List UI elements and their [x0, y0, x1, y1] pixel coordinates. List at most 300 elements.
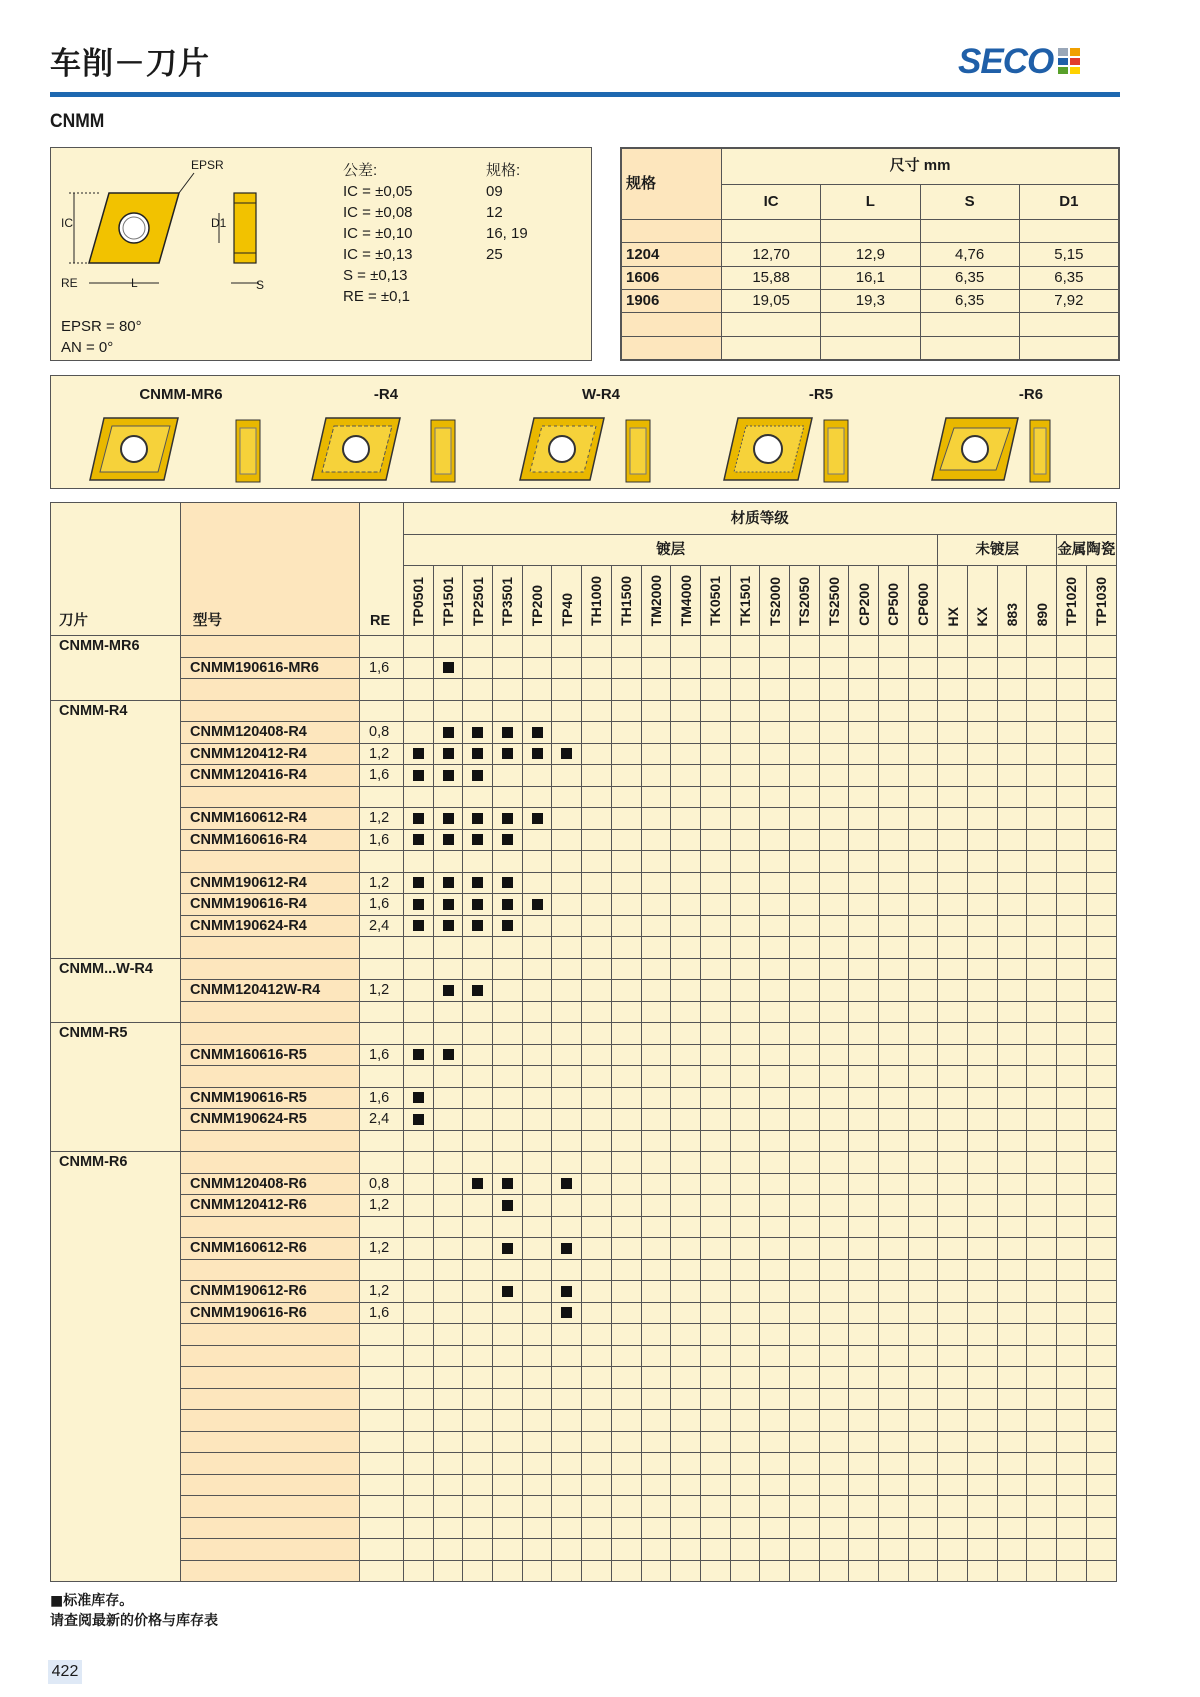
- grade-availability-cell: [968, 1216, 998, 1238]
- grade-availability-cell: [641, 958, 671, 980]
- grade-availability-cell: [582, 1431, 612, 1453]
- grade-availability-cell: [493, 872, 523, 894]
- grade-availability-cell: [730, 980, 760, 1002]
- grade-availability-cell: [819, 1431, 849, 1453]
- grade-availability-cell: [760, 1367, 790, 1389]
- grade-availability-cell: [404, 915, 434, 937]
- grade-availability-cell: [760, 1302, 790, 1324]
- table-row: [51, 1453, 1117, 1475]
- grade-availability-cell: [1027, 958, 1057, 980]
- grade-availability-cell: [819, 915, 849, 937]
- grade-availability-cell: [1027, 1238, 1057, 1260]
- grade-availability-cell: [522, 679, 552, 701]
- grade-availability-cell: [730, 679, 760, 701]
- grade-availability-cell: [849, 1173, 879, 1195]
- size-cell: 1906: [622, 290, 722, 313]
- grade-availability-cell: [1086, 829, 1116, 851]
- model-cell: [181, 1066, 360, 1088]
- grade-header: [522, 566, 552, 636]
- grade-availability-cell: [879, 657, 909, 679]
- grade-availability-cell: [760, 722, 790, 744]
- grade-availability-cell: [1057, 1001, 1087, 1023]
- grade-availability-cell: [404, 872, 434, 894]
- grade-availability-cell: [908, 1044, 938, 1066]
- re-cell: [360, 1410, 404, 1432]
- grade-availability-cell: [997, 829, 1027, 851]
- grade-availability-cell: [433, 700, 463, 722]
- grade-availability-cell: [879, 1216, 909, 1238]
- grade-availability-cell: [908, 1173, 938, 1195]
- grade-availability-cell: [404, 1023, 434, 1045]
- grade-availability-cell: [730, 1410, 760, 1432]
- grade-availability-cell: [700, 1517, 730, 1539]
- grade-availability-cell: [1027, 1216, 1057, 1238]
- grade-availability-cell: [671, 1259, 701, 1281]
- model-cell: CNMM160612-R6: [181, 1238, 360, 1260]
- grade-availability-cell: [552, 1517, 582, 1539]
- re-cell: [360, 679, 404, 701]
- grade-availability-cell: [641, 1539, 671, 1561]
- page-number: 422: [48, 1660, 82, 1684]
- variant-label-r4: -R4: [373, 386, 399, 403]
- tolerance-line: IC = ±0,13: [343, 246, 413, 263]
- grade-availability-cell: [819, 1044, 849, 1066]
- grade-availability-cell: [938, 657, 968, 679]
- model-cell: CNMM190616-MR6: [181, 657, 360, 679]
- grade-availability-cell: [849, 743, 879, 765]
- grade-availability-cell: [997, 1238, 1027, 1260]
- re-cell: 1,6: [360, 1087, 404, 1109]
- grade-availability-cell: [908, 829, 938, 851]
- grade-availability-cell: [1086, 1066, 1116, 1088]
- grade-availability-cell: [1086, 1087, 1116, 1109]
- grade-availability-cell: [671, 1431, 701, 1453]
- grade-availability-cell: [879, 1238, 909, 1260]
- model-cell: [181, 1453, 360, 1475]
- grade-availability-cell: [463, 958, 493, 980]
- grade-availability-cell: [433, 722, 463, 744]
- grade-availability-cell: [1086, 1001, 1116, 1023]
- grade-availability-cell: [997, 1130, 1027, 1152]
- model-cell: [181, 1130, 360, 1152]
- grade-availability-cell: [641, 1367, 671, 1389]
- grade-availability-cell: [730, 1259, 760, 1281]
- re-cell: [360, 1453, 404, 1475]
- grade-availability-cell: [938, 1496, 968, 1518]
- grade-availability-cell: [493, 1238, 523, 1260]
- grade-availability-cell: [997, 1281, 1027, 1303]
- grade-availability-cell: [789, 786, 819, 808]
- grade-availability-cell: [908, 1238, 938, 1260]
- grade-availability-cell: [997, 636, 1027, 658]
- grade-availability-cell: [700, 851, 730, 873]
- grade-header: [671, 566, 701, 636]
- grade-availability-cell: [908, 1410, 938, 1432]
- grade-availability-cell: [968, 1496, 998, 1518]
- grade-availability-cell: [700, 1109, 730, 1131]
- grade-availability-cell: [1027, 657, 1057, 679]
- re-cell: 1,2: [360, 1281, 404, 1303]
- table-row: [51, 636, 1117, 658]
- grade-availability-cell: [760, 1087, 790, 1109]
- grade-availability-cell: [611, 1474, 641, 1496]
- variant-label-r5: -R5: [808, 386, 834, 403]
- grade-availability-cell: [730, 1173, 760, 1195]
- stock-marker-icon: [502, 1243, 513, 1254]
- grade-availability-cell: [611, 743, 641, 765]
- grade-availability-cell: [938, 1109, 968, 1131]
- grade-availability-cell: [997, 1302, 1027, 1324]
- grade-availability-cell: [1086, 958, 1116, 980]
- grade-availability-cell: [968, 1517, 998, 1539]
- grade-availability-cell: [433, 1367, 463, 1389]
- grade-availability-cell: [997, 1195, 1027, 1217]
- table-row: [51, 1367, 1117, 1389]
- grade-availability-cell: [760, 1130, 790, 1152]
- grade-availability-cell: [908, 636, 938, 658]
- grade-availability-cell: [938, 786, 968, 808]
- grade-availability-cell: [433, 1044, 463, 1066]
- grade-availability-cell: [849, 1517, 879, 1539]
- grade-availability-cell: [1027, 1474, 1057, 1496]
- grade-availability-cell: [1027, 1109, 1057, 1131]
- grade-availability-cell: [730, 1109, 760, 1131]
- stock-marker-icon: [502, 813, 513, 824]
- grade-availability-cell: [997, 657, 1027, 679]
- grade-availability-cell: [671, 980, 701, 1002]
- grade-availability-cell: [997, 765, 1027, 787]
- grade-availability-cell: [968, 1281, 998, 1303]
- grade-availability-cell: [997, 700, 1027, 722]
- grade-availability-cell: [819, 1109, 849, 1131]
- grade-availability-cell: [789, 1388, 819, 1410]
- grade-header-label: TP1501: [440, 576, 457, 626]
- grade-availability-cell: [997, 1345, 1027, 1367]
- grade-header: [938, 566, 968, 636]
- grade-availability-cell: [819, 1195, 849, 1217]
- grade-availability-cell: [879, 1496, 909, 1518]
- grade-availability-cell: [730, 872, 760, 894]
- grade-availability-cell: [730, 786, 760, 808]
- grade-availability-cell: [552, 1066, 582, 1088]
- grade-availability-cell: [730, 1388, 760, 1410]
- grade-availability-cell: [1027, 700, 1057, 722]
- grade-header: [1086, 566, 1116, 636]
- grade-availability-cell: [582, 829, 612, 851]
- model-cell: CNMM190624-R5: [181, 1109, 360, 1131]
- tolerance-line: IC = ±0,10: [343, 225, 413, 242]
- grade-availability-cell: [1027, 1001, 1057, 1023]
- grade-availability-cell: [463, 1238, 493, 1260]
- grade-availability-cell: [493, 765, 523, 787]
- grade-availability-cell: [404, 679, 434, 701]
- grade-availability-cell: [641, 1130, 671, 1152]
- grade-availability-cell: [463, 1195, 493, 1217]
- grade-availability-cell: [671, 1496, 701, 1518]
- grade-availability-cell: [1057, 1539, 1087, 1561]
- grade-availability-cell: [908, 722, 938, 744]
- grade-availability-cell: [1057, 1023, 1087, 1045]
- dimensions-panel: [620, 147, 1120, 361]
- grade-availability-cell: [997, 808, 1027, 830]
- grade-availability-cell: [671, 1001, 701, 1023]
- grade-availability-cell: [849, 1345, 879, 1367]
- grade-availability-cell: [433, 1130, 463, 1152]
- grade-availability-cell: [938, 1001, 968, 1023]
- tolerance-line: 公差:: [343, 162, 378, 179]
- grade-availability-cell: [671, 872, 701, 894]
- grade-availability-cell: [789, 1173, 819, 1195]
- grade-availability-cell: [849, 872, 879, 894]
- grade-availability-cell: [611, 1410, 641, 1432]
- grade-availability-cell: [938, 1195, 968, 1217]
- grade-availability-cell: [1057, 1517, 1087, 1539]
- grade-availability-cell: [849, 1152, 879, 1174]
- grade-availability-cell: [819, 1238, 849, 1260]
- grade-availability-cell: [582, 657, 612, 679]
- grade-availability-cell: [789, 1517, 819, 1539]
- grade-availability-cell: [819, 1281, 849, 1303]
- grade-availability-cell: [730, 765, 760, 787]
- grade-availability-cell: [789, 1001, 819, 1023]
- grade-availability-cell: [641, 980, 671, 1002]
- grade-availability-cell: [1086, 1173, 1116, 1195]
- grade-availability-cell: [404, 1066, 434, 1088]
- grade-availability-cell: [671, 1087, 701, 1109]
- insert-w-r4-image: [520, 418, 650, 482]
- l-label: L: [131, 276, 138, 290]
- grade-availability-cell: [1027, 1367, 1057, 1389]
- re-cell: 1,6: [360, 765, 404, 787]
- grade-availability-cell: [522, 722, 552, 744]
- grade-availability-cell: [493, 937, 523, 959]
- grade-availability-cell: [789, 1281, 819, 1303]
- grade-availability-cell: [997, 679, 1027, 701]
- header-rule: [50, 92, 1120, 97]
- grade-availability-cell: [879, 958, 909, 980]
- grade-availability-cell: [463, 1130, 493, 1152]
- grade-availability-cell: [404, 1474, 434, 1496]
- grade-availability-cell: [849, 1560, 879, 1582]
- grade-header-label: CP500: [885, 583, 902, 626]
- grade-availability-cell: [552, 1410, 582, 1432]
- grade-availability-cell: [463, 851, 493, 873]
- grade-availability-cell: [1027, 894, 1057, 916]
- grade-availability-cell: [522, 829, 552, 851]
- grade-availability-cell: [1057, 808, 1087, 830]
- grade-availability-cell: [433, 1539, 463, 1561]
- grade-availability-cell: [789, 1152, 819, 1174]
- insert-group-cell: CNMM...W-R4: [51, 958, 181, 1023]
- grade-availability-cell: [522, 1496, 552, 1518]
- grade-availability-cell: [968, 1345, 998, 1367]
- grade-availability-cell: [552, 1130, 582, 1152]
- grade-availability-cell: [760, 1001, 790, 1023]
- stock-marker-icon: [532, 727, 543, 738]
- grade-availability-cell: [582, 1195, 612, 1217]
- model-cell: CNMM120408-R6: [181, 1173, 360, 1195]
- grade-availability-cell: [1086, 1259, 1116, 1281]
- grade-availability-cell: [1027, 722, 1057, 744]
- model-cell: [181, 937, 360, 959]
- grade-availability-cell: [789, 980, 819, 1002]
- grade-availability-cell: [1086, 1023, 1116, 1045]
- l-cell: 19,3: [821, 290, 920, 313]
- stock-marker-icon: [443, 920, 454, 931]
- grade-availability-cell: [938, 722, 968, 744]
- grade-availability-cell: [671, 722, 701, 744]
- grade-availability-cell: [1057, 679, 1087, 701]
- grade-availability-cell: [997, 1474, 1027, 1496]
- variant-label-r6: -R6: [1018, 386, 1044, 403]
- insert-mr6-image: [90, 418, 260, 482]
- stock-marker-icon: [443, 770, 454, 781]
- grade-availability-cell: [463, 1474, 493, 1496]
- grade-availability-cell: [493, 1044, 523, 1066]
- grade-availability-cell: [522, 1087, 552, 1109]
- grade-availability-cell: [1057, 915, 1087, 937]
- grade-availability-cell: [819, 958, 849, 980]
- grade-availability-cell: [760, 958, 790, 980]
- grade-availability-cell: [997, 1388, 1027, 1410]
- grade-availability-cell: [671, 1173, 701, 1195]
- grade-availability-cell: [908, 1066, 938, 1088]
- grade-availability-cell: [493, 1539, 523, 1561]
- grade-availability-cell: [611, 937, 641, 959]
- grade-availability-cell: [552, 1324, 582, 1346]
- grade-availability-cell: [879, 829, 909, 851]
- grade-availability-cell: [404, 786, 434, 808]
- grade-availability-cell: [582, 1023, 612, 1045]
- grade-availability-cell: [1027, 1173, 1057, 1195]
- grade-availability-cell: [700, 722, 730, 744]
- grade-availability-cell: [493, 1087, 523, 1109]
- grade-availability-cell: [819, 636, 849, 658]
- grade-availability-cell: [849, 1109, 879, 1131]
- grade-availability-cell: [997, 1453, 1027, 1475]
- grade-availability-cell: [552, 1259, 582, 1281]
- re-cell: 1,6: [360, 829, 404, 851]
- grades-table: [50, 502, 1117, 1582]
- grade-availability-cell: [404, 657, 434, 679]
- grade-availability-cell: [879, 894, 909, 916]
- grade-availability-cell: [879, 1130, 909, 1152]
- grade-availability-cell: [849, 894, 879, 916]
- grade-availability-cell: [1086, 1195, 1116, 1217]
- stock-marker-icon: [413, 1049, 424, 1060]
- grade-availability-cell: [908, 1109, 938, 1131]
- grade-availability-cell: [938, 1324, 968, 1346]
- grade-availability-cell: [522, 958, 552, 980]
- stock-marker-icon: [472, 770, 483, 781]
- grade-availability-cell: [1027, 636, 1057, 658]
- stock-marker-icon: [472, 1178, 483, 1189]
- grade-availability-cell: [997, 958, 1027, 980]
- grade-availability-cell: [522, 636, 552, 658]
- re-cell: [360, 1560, 404, 1582]
- stock-marker-icon: [502, 748, 513, 759]
- grade-availability-cell: [1027, 872, 1057, 894]
- grade-availability-cell: [1086, 679, 1116, 701]
- model-cell: CNMM120408-R4: [181, 722, 360, 744]
- grade-availability-cell: [819, 1001, 849, 1023]
- grade-availability-cell: [641, 1152, 671, 1174]
- grade-availability-cell: [700, 743, 730, 765]
- grade-availability-cell: [611, 1324, 641, 1346]
- grade-availability-cell: [849, 1001, 879, 1023]
- l-cell: 12,9: [821, 243, 920, 266]
- grade-availability-cell: [1086, 722, 1116, 744]
- grade-availability-cell: [879, 1087, 909, 1109]
- grade-availability-cell: [641, 1560, 671, 1582]
- grade-availability-cell: [760, 829, 790, 851]
- grade-availability-cell: [671, 1044, 701, 1066]
- grade-availability-cell: [968, 1109, 998, 1131]
- grade-header-label: CP600: [915, 583, 932, 626]
- grade-availability-cell: [1086, 1560, 1116, 1582]
- ic-cell: 19,05: [722, 290, 821, 313]
- grade-availability-cell: [671, 1539, 701, 1561]
- grade-availability-cell: [582, 1345, 612, 1367]
- grade-availability-cell: [730, 1560, 760, 1582]
- grade-availability-cell: [968, 980, 998, 1002]
- grade-availability-cell: [404, 1367, 434, 1389]
- grade-availability-cell: [819, 1539, 849, 1561]
- grade-header-label: TP200: [529, 584, 546, 626]
- grade-availability-cell: [1086, 1302, 1116, 1324]
- grade-availability-cell: [760, 1517, 790, 1539]
- grade-availability-cell: [433, 894, 463, 916]
- grade-availability-cell: [730, 636, 760, 658]
- grade-availability-cell: [463, 1324, 493, 1346]
- grade-availability-cell: [968, 808, 998, 830]
- grade-availability-cell: [404, 1195, 434, 1217]
- grade-availability-cell: [789, 1410, 819, 1432]
- grade-availability-cell: [849, 1367, 879, 1389]
- grade-availability-cell: [463, 722, 493, 744]
- re-cell: [360, 636, 404, 658]
- grade-availability-cell: [493, 722, 523, 744]
- grade-availability-cell: [879, 851, 909, 873]
- grade-availability-cell: [522, 937, 552, 959]
- grade-availability-cell: [760, 1453, 790, 1475]
- size-header: 规格: [622, 149, 722, 220]
- brand-name: SECO: [958, 42, 1054, 81]
- grade-availability-cell: [849, 1324, 879, 1346]
- grade-availability-cell: [938, 1474, 968, 1496]
- grade-availability-cell: [938, 1173, 968, 1195]
- grade-availability-cell: [819, 1324, 849, 1346]
- grade-header: [908, 566, 938, 636]
- stock-marker-icon: [532, 899, 543, 910]
- grade-availability-cell: [611, 765, 641, 787]
- grade-availability-cell: [997, 1259, 1027, 1281]
- an-angle: AN = 0°: [61, 339, 114, 356]
- grade-header: [404, 566, 434, 636]
- grade-availability-cell: [1086, 1324, 1116, 1346]
- grade-availability-cell: [641, 1001, 671, 1023]
- grade-availability-cell: [552, 872, 582, 894]
- grade-availability-cell: [730, 1238, 760, 1260]
- cermet-group-header: 金属陶瓷: [1057, 535, 1116, 566]
- grade-availability-cell: [671, 1130, 701, 1152]
- grade-availability-cell: [522, 743, 552, 765]
- stock-marker-icon: [413, 1092, 424, 1103]
- model-cell: CNMM160616-R4: [181, 829, 360, 851]
- grade-availability-cell: [1086, 872, 1116, 894]
- grade-availability-cell: [879, 1474, 909, 1496]
- grade-header-label: TK0501: [707, 576, 724, 626]
